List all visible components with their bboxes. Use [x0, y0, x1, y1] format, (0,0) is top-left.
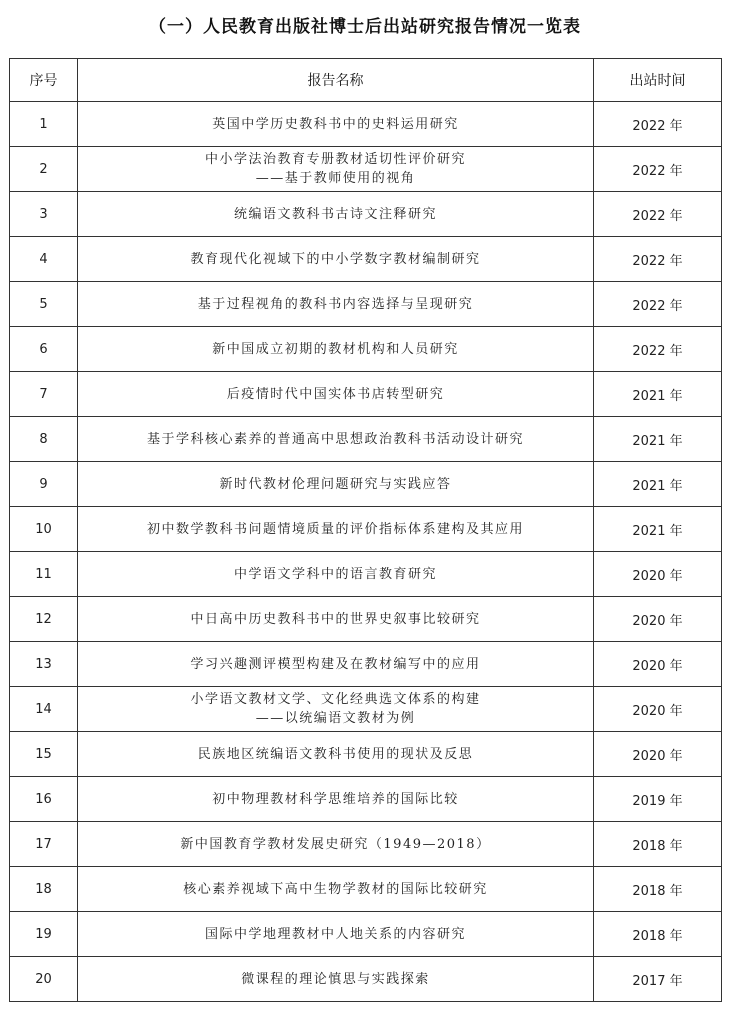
table-header-row	[10, 59, 722, 102]
row-index: 10	[10, 507, 78, 552]
row-index: 8	[10, 417, 78, 462]
table-row	[10, 867, 722, 912]
report-title: 民族地区统编语文教科书使用的现状及反思	[197, 746, 474, 762]
report-title: 新时代教材伦理问题研究与实践应答	[219, 476, 452, 492]
completion-year: 2020 年	[594, 597, 722, 642]
table-row	[10, 957, 722, 1002]
completion-year: 2021 年	[594, 507, 722, 552]
report-title-cell	[78, 822, 594, 867]
table-body	[10, 102, 722, 1002]
row-index: 16	[10, 777, 78, 822]
completion-year: 2022 年	[594, 147, 722, 192]
table-row	[10, 732, 722, 777]
report-title: 教育现代化视域下的中小学数字教材编制研究	[190, 251, 481, 267]
report-title: 小学语文教材文学、文化经典选文体系的构建	[190, 692, 481, 707]
report-title: 学习兴趣测评模型构建及在教材编写中的应用	[190, 656, 481, 672]
row-index: 9	[10, 462, 78, 507]
report-title-cell	[78, 687, 594, 732]
table-row	[10, 372, 722, 417]
report-title-cell	[78, 327, 594, 372]
completion-year: 2017 年	[594, 957, 722, 1002]
row-index: 1	[10, 102, 78, 147]
completion-year: 2018 年	[594, 867, 722, 912]
completion-year: 2021 年	[594, 462, 722, 507]
report-title: 中日高中历史教科书中的世界史叙事比较研究	[190, 611, 481, 627]
completion-year: 2018 年	[594, 822, 722, 867]
report-title: 英国中学历史教科书中的史料运用研究	[212, 116, 459, 132]
column-header-index: 序号	[10, 59, 78, 102]
report-title-cell	[78, 552, 594, 597]
completion-year: 2022 年	[594, 237, 722, 282]
row-index: 15	[10, 732, 78, 777]
completion-year: 2022 年	[594, 327, 722, 372]
column-header-year: 出站时间	[594, 59, 722, 102]
report-title: 统编语文教科书古诗文注释研究	[233, 206, 437, 222]
row-index: 18	[10, 867, 78, 912]
table-row	[10, 552, 722, 597]
row-index: 5	[10, 282, 78, 327]
report-title-cell	[78, 597, 594, 642]
row-index: 13	[10, 642, 78, 687]
table-row	[10, 507, 722, 552]
table-row	[10, 192, 722, 237]
table-row	[10, 597, 722, 642]
row-index: 7	[10, 372, 78, 417]
report-title: 中小学法治教育专册教材适切性评价研究	[204, 152, 466, 167]
table-row	[10, 282, 722, 327]
report-title: 新中国成立初期的教材机构和人员研究	[212, 341, 459, 357]
report-title-cell	[78, 867, 594, 912]
report-title-cell	[78, 102, 594, 147]
row-index: 20	[10, 957, 78, 1002]
report-title-cell	[78, 732, 594, 777]
row-index: 11	[10, 552, 78, 597]
report-title-cell	[78, 147, 594, 192]
report-title-cell	[78, 507, 594, 552]
completion-year: 2021 年	[594, 372, 722, 417]
table-row	[10, 912, 722, 957]
row-index: 12	[10, 597, 78, 642]
table-row	[10, 327, 722, 372]
completion-year: 2020 年	[594, 552, 722, 597]
table-row	[10, 102, 722, 147]
completion-year: 2022 年	[594, 102, 722, 147]
table-row	[10, 237, 722, 282]
table-row	[10, 462, 722, 507]
report-title-cell	[78, 642, 594, 687]
report-title: 基于过程视角的教科书内容选择与呈现研究	[197, 296, 474, 312]
row-index: 19	[10, 912, 78, 957]
report-title-cell	[78, 372, 594, 417]
completion-year: 2021 年	[594, 417, 722, 462]
report-title: 初中物理教材科学思维培养的国际比较	[212, 791, 459, 807]
report-subtitle: ——以统编语文教材为例	[255, 711, 416, 726]
report-title-cell	[78, 237, 594, 282]
completion-year: 2022 年	[594, 282, 722, 327]
report-title: 国际中学地理教材中人地关系的内容研究	[204, 926, 466, 942]
table-row	[10, 147, 722, 192]
row-index: 3	[10, 192, 78, 237]
table-row	[10, 687, 722, 732]
report-subtitle: ——基于教师使用的视角	[255, 171, 416, 186]
report-title: 中学语文学科中的语言教育研究	[233, 566, 437, 582]
report-title-cell	[78, 912, 594, 957]
row-index: 17	[10, 822, 78, 867]
row-index: 4	[10, 237, 78, 282]
table-row	[10, 417, 722, 462]
completion-year: 2020 年	[594, 642, 722, 687]
report-title-cell	[78, 192, 594, 237]
completion-year: 2018 年	[594, 912, 722, 957]
table-row	[10, 777, 722, 822]
report-title-cell	[78, 282, 594, 327]
report-title-cell	[78, 417, 594, 462]
report-table	[9, 58, 722, 1002]
table-row	[10, 642, 722, 687]
completion-year: 2020 年	[594, 732, 722, 777]
report-title: 微课程的理论慎思与实践探索	[241, 971, 430, 987]
row-index: 2	[10, 147, 78, 192]
report-title-cell	[78, 957, 594, 1002]
row-index: 14	[10, 687, 78, 732]
page-title: （一）人民教育出版社博士后出站研究报告情况一览表	[149, 17, 581, 37]
report-title: 初中数学教科书问题情境质量的评价指标体系建构及其应用	[146, 521, 524, 537]
completion-year: 2019 年	[594, 777, 722, 822]
report-title: 基于学科核心素养的普通高中思想政治教科书活动设计研究	[146, 431, 524, 447]
report-title: 核心素养视域下高中生物学教材的国际比较研究	[183, 881, 488, 897]
completion-year: 2020 年	[594, 687, 722, 732]
table-row	[10, 822, 722, 867]
report-title-cell	[78, 462, 594, 507]
report-title: 新中国教育学教材发展史研究（1949—2018）	[180, 836, 491, 852]
report-title: 后疫情时代中国实体书店转型研究	[226, 386, 445, 402]
column-header-title: 报告名称	[78, 59, 594, 102]
row-index: 6	[10, 327, 78, 372]
completion-year: 2022 年	[594, 192, 722, 237]
report-title-cell	[78, 777, 594, 822]
